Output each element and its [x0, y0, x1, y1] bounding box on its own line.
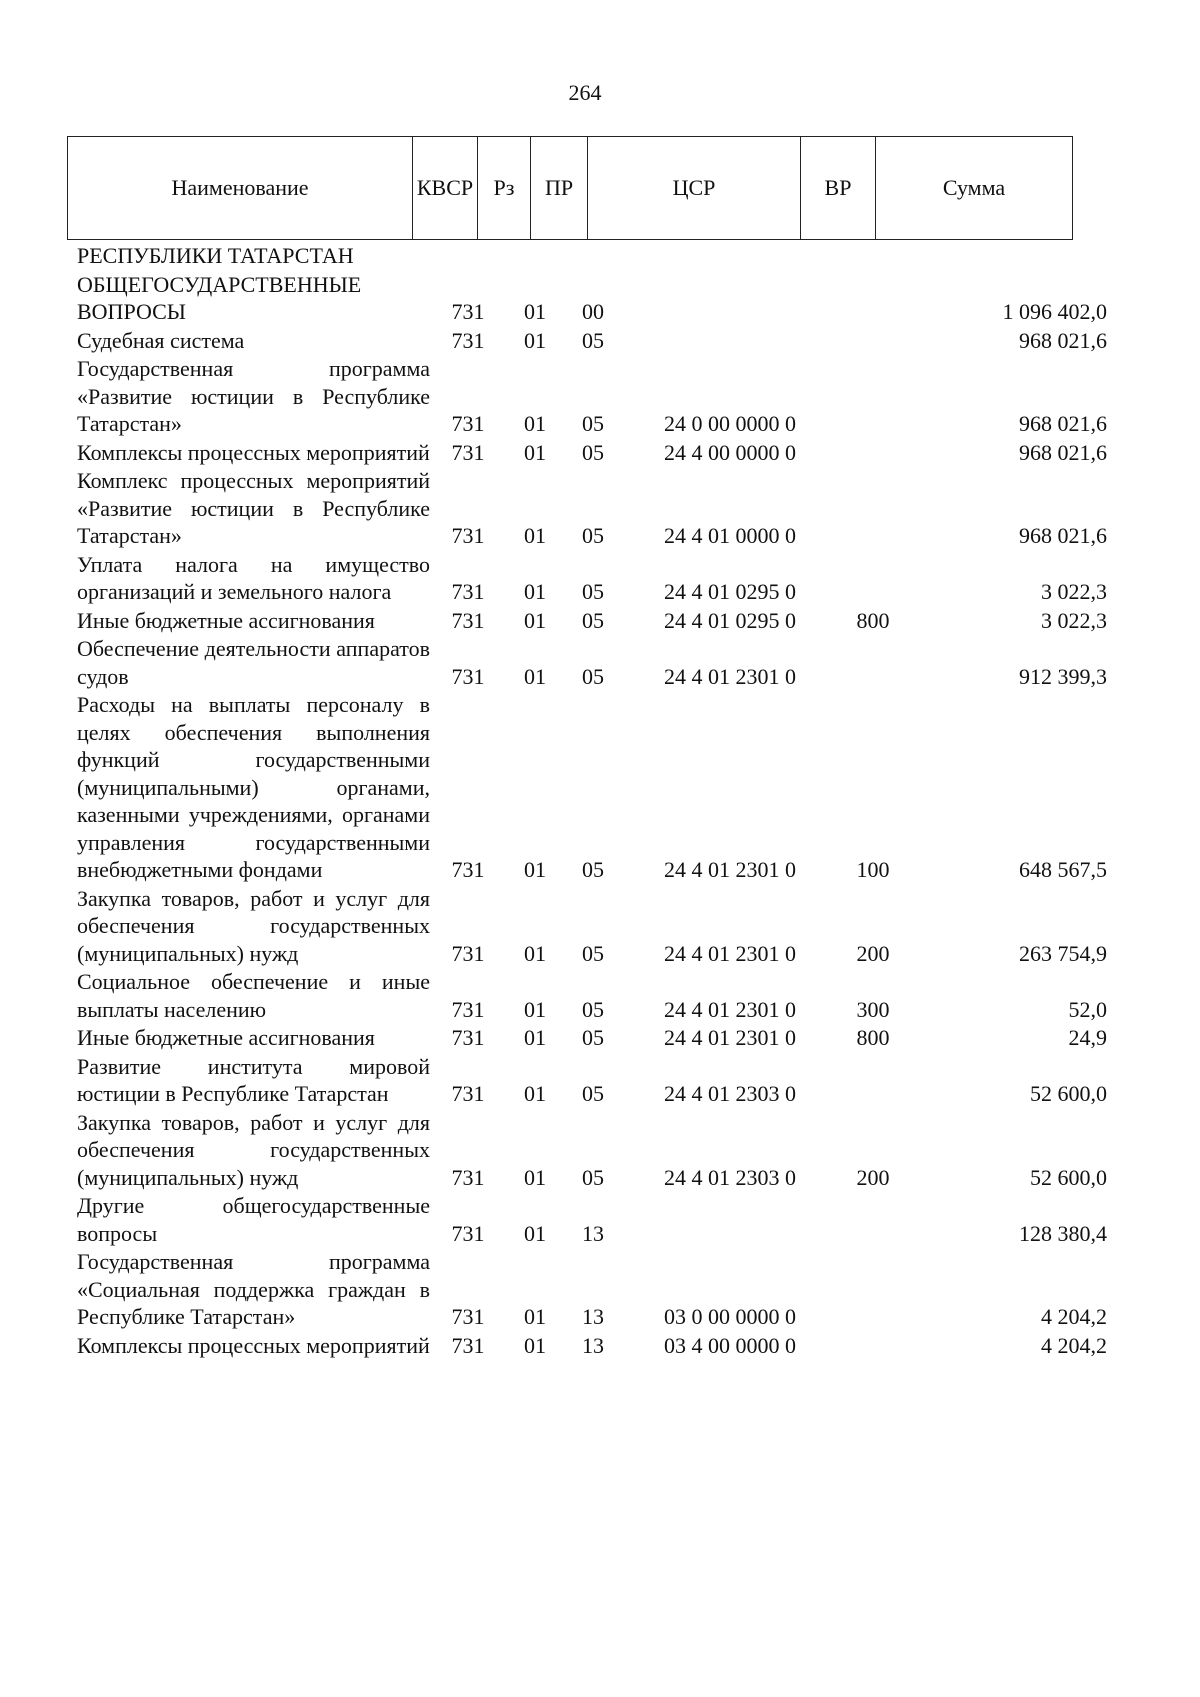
- row-rz: 01: [524, 299, 546, 324]
- row-sum: 968 021,6: [1019, 523, 1107, 548]
- row-pr: 05: [582, 1081, 604, 1106]
- row-rz: 01: [524, 327, 546, 353]
- row-kvsr: 731: [451, 411, 485, 436]
- row-sum: 1 096 402,0: [1002, 299, 1107, 324]
- row-pr: 13: [582, 1332, 604, 1358]
- row-csr: 24 4 01 0295 0: [664, 607, 796, 633]
- table-row: [77, 1024, 1107, 1052]
- row-sum: 4 204,2: [1041, 1304, 1107, 1329]
- column-header-rz: Рз: [478, 137, 531, 240]
- row-vr: 800: [856, 607, 890, 633]
- table-row: [77, 467, 1107, 550]
- row-rz: 01: [524, 940, 546, 966]
- table-row: [77, 242, 1107, 270]
- row-sum: 128 380,4: [1019, 1220, 1107, 1246]
- row-rz: 01: [524, 1164, 546, 1190]
- table-header: [67, 136, 1073, 240]
- row-pr: 13: [582, 1304, 604, 1329]
- row-kvsr: 731: [451, 299, 485, 324]
- row-name: Комплексы процессных мероприятий: [77, 1332, 430, 1358]
- row-name: Закупка товаров, работ и услуг для обеспечения государственных (муниципальных) нужд: [77, 885, 430, 966]
- row-kvsr: 731: [451, 857, 485, 882]
- row-rz: 01: [524, 1220, 546, 1246]
- row-name: Обеспечение деятельности аппаратов судов: [77, 636, 430, 689]
- row-csr: 24 4 01 2303 0: [664, 1164, 796, 1190]
- row-pr: 05: [582, 411, 604, 436]
- table-row: [77, 355, 1107, 438]
- table-row: [77, 607, 1107, 635]
- row-rz: 01: [524, 579, 546, 604]
- row-name: Иные бюджетные ассигнования: [77, 1025, 375, 1050]
- row-csr: 24 4 01 2301 0: [664, 663, 796, 689]
- row-csr: 03 4 00 0000 0: [664, 1332, 796, 1358]
- row-pr: 13: [582, 1220, 604, 1246]
- row-kvsr: 731: [451, 1164, 485, 1190]
- row-sum: 52 600,0: [1030, 1081, 1107, 1106]
- row-csr: 24 4 01 2301 0: [664, 996, 796, 1022]
- row-vr: 200: [856, 1164, 890, 1190]
- row-csr: 03 0 00 0000 0: [664, 1304, 796, 1329]
- row-pr: 05: [582, 857, 604, 882]
- row-pr: 05: [582, 996, 604, 1022]
- column-header-kvsr: КВСР: [413, 137, 478, 240]
- table-row: [77, 1332, 1107, 1360]
- row-name: РЕСПУБЛИКИ ТАТАРСТАН: [77, 243, 354, 268]
- table-row: [77, 327, 1107, 355]
- row-vr: 200: [856, 940, 890, 966]
- row-pr: 05: [582, 523, 604, 548]
- row-kvsr: 731: [451, 1304, 485, 1329]
- row-kvsr: 731: [451, 996, 485, 1022]
- page-number: 264: [568, 80, 602, 105]
- row-pr: 05: [582, 439, 604, 465]
- row-csr: 24 4 01 2301 0: [664, 1025, 796, 1050]
- row-pr: 05: [582, 663, 604, 689]
- row-kvsr: 731: [451, 579, 485, 604]
- row-name: Расходы на выплаты персоналу в целях обеспечения выполнения функций государственными (муниципальными) органами, казенными учреждениями, органами управления государственными внебюджетными фондами: [77, 692, 430, 882]
- row-name: Государственная программа «Социальная поддержка граждан в Республике Татарстан»: [77, 1249, 430, 1329]
- table-row: [77, 551, 1107, 606]
- row-rz: 01: [524, 411, 546, 436]
- row-pr: 05: [582, 579, 604, 604]
- row-kvsr: 731: [451, 940, 485, 966]
- row-kvsr: 731: [451, 327, 485, 353]
- row-sum: 968 021,6: [1019, 327, 1107, 353]
- row-sum: 968 021,6: [1019, 411, 1107, 436]
- row-kvsr: 731: [451, 1025, 485, 1050]
- row-rz: 01: [524, 439, 546, 465]
- row-sum: 3 022,3: [1041, 579, 1107, 604]
- row-sum: 968 021,6: [1019, 439, 1107, 465]
- row-name: Комплекс процессных мероприятий «Развитие юстиции в Республике Татарстан»: [77, 468, 430, 548]
- row-vr: 100: [856, 857, 890, 882]
- row-csr: 24 4 00 0000 0: [664, 439, 796, 465]
- row-rz: 01: [524, 607, 546, 633]
- row-kvsr: 731: [451, 1332, 485, 1358]
- row-sum: 52,0: [1068, 996, 1107, 1022]
- row-pr: 00: [582, 299, 604, 324]
- row-pr: 05: [582, 1025, 604, 1050]
- row-sum: 3 022,3: [1041, 607, 1107, 633]
- row-vr: 800: [856, 1025, 890, 1050]
- row-name: Комплексы процессных мероприятий: [77, 439, 430, 465]
- row-rz: 01: [524, 857, 546, 882]
- row-kvsr: 731: [451, 663, 485, 689]
- table-row: [77, 885, 1107, 968]
- table-row: [77, 1053, 1107, 1108]
- row-pr: 05: [582, 327, 604, 353]
- row-rz: 01: [524, 1081, 546, 1106]
- row-name: Уплата налога на имущество организаций и земельного налога: [77, 551, 430, 604]
- table-row: [77, 271, 1107, 326]
- row-rz: 01: [524, 1025, 546, 1050]
- row-sum: 912 399,3: [1019, 663, 1107, 689]
- row-rz: 01: [524, 996, 546, 1022]
- row-kvsr: 731: [451, 523, 485, 548]
- row-csr: 24 4 01 0000 0: [664, 523, 796, 548]
- row-sum: 24,9: [1068, 1025, 1107, 1050]
- table-row: [77, 439, 1107, 467]
- row-name: Иные бюджетные ассигнования: [77, 607, 375, 633]
- row-sum: 263 754,9: [1019, 940, 1107, 966]
- table-row: [77, 1248, 1107, 1331]
- row-pr: 05: [582, 940, 604, 966]
- row-name: Социальное обеспечение и иные выплаты населению: [77, 969, 430, 1022]
- row-name: Судебная система: [77, 327, 245, 353]
- row-rz: 01: [524, 523, 546, 548]
- row-vr: 300: [856, 996, 890, 1022]
- row-pr: 05: [582, 607, 604, 633]
- row-rz: 01: [524, 1304, 546, 1329]
- row-sum: 4 204,2: [1041, 1332, 1107, 1358]
- row-kvsr: 731: [451, 607, 485, 633]
- table-row: [77, 691, 1107, 884]
- row-csr: 24 4 01 2301 0: [664, 940, 796, 966]
- table-row: [77, 635, 1107, 690]
- column-header-csr: ЦСР: [588, 137, 801, 240]
- column-header-sum: Сумма: [876, 137, 1073, 240]
- table-row: [77, 1109, 1107, 1192]
- row-name: Другие общегосударственные вопросы: [77, 1193, 430, 1246]
- column-header-name: Наименование: [68, 137, 413, 240]
- table-body: [77, 242, 1107, 1360]
- row-name: Государственная программа «Развитие юстиции в Республике Татарстан»: [77, 356, 430, 436]
- row-name: Закупка товаров, работ и услуг для обеспечения государственных (муниципальных) нужд: [77, 1109, 430, 1190]
- row-sum: 52 600,0: [1030, 1164, 1107, 1190]
- row-kvsr: 731: [451, 1081, 485, 1106]
- column-header-pr: ПР: [531, 137, 588, 240]
- row-name: ОБЩЕГОСУДАРСТВЕННЫЕ ВОПРОСЫ: [77, 271, 362, 324]
- row-csr: 24 0 00 0000 0: [664, 411, 796, 436]
- row-kvsr: 731: [451, 439, 485, 465]
- table-row: [77, 968, 1107, 1023]
- table-row: [77, 1192, 1107, 1247]
- row-rz: 01: [524, 1332, 546, 1358]
- row-csr: 24 4 01 0295 0: [664, 579, 796, 604]
- row-sum: 648 567,5: [1019, 857, 1107, 882]
- row-pr: 05: [582, 1164, 604, 1190]
- row-name: Развитие института мировой юстиции в Республике Татарстан: [77, 1053, 430, 1106]
- column-header-vr: ВР: [801, 137, 876, 240]
- row-rz: 01: [524, 663, 546, 689]
- row-csr: 24 4 01 2303 0: [664, 1081, 796, 1106]
- row-kvsr: 731: [451, 1220, 485, 1246]
- row-csr: 24 4 01 2301 0: [664, 857, 796, 882]
